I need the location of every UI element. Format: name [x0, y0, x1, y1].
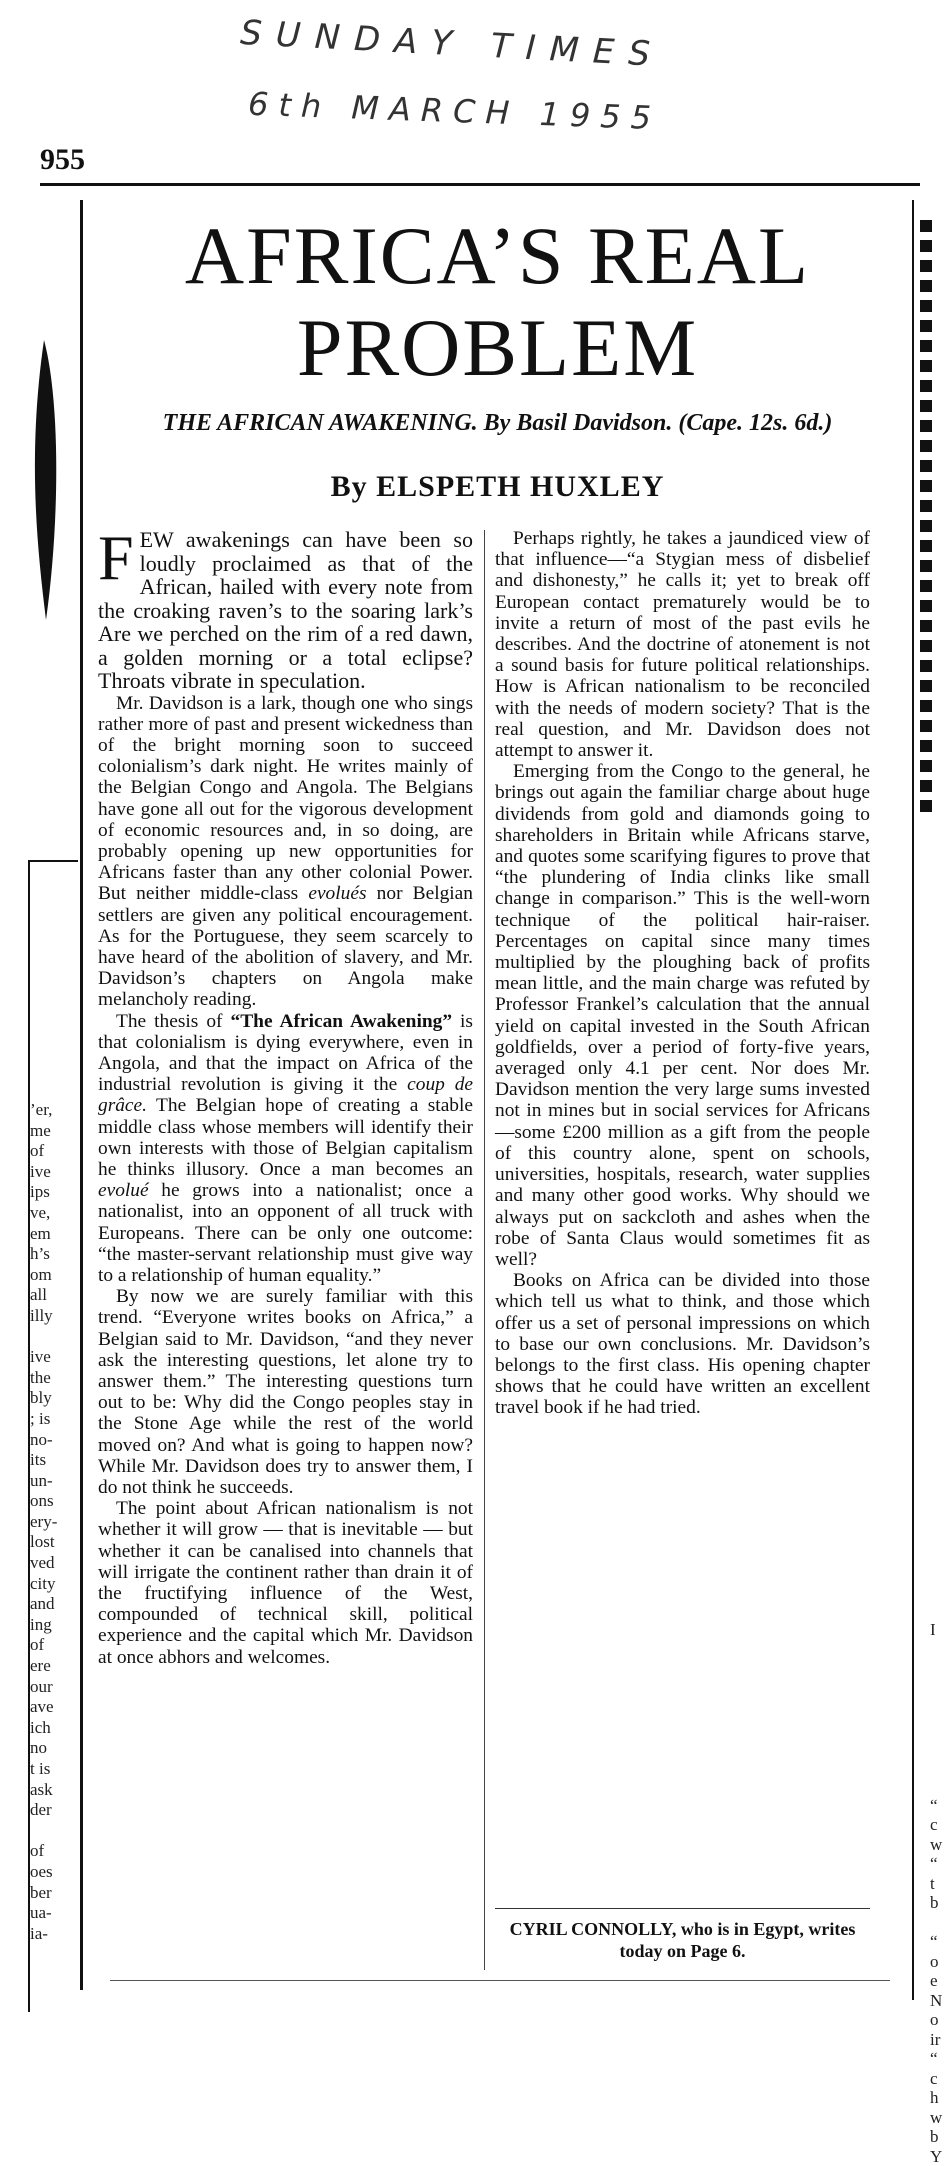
left-fragment: ich — [30, 1718, 80, 1739]
left-fragment: ved — [30, 1553, 80, 1574]
left-fragment: ua- — [30, 1903, 80, 1924]
left-fragment: un- — [30, 1471, 80, 1492]
headline — [90, 210, 905, 394]
page-number: 955 — [40, 143, 85, 177]
paragraph-2-italic: evolués — [308, 883, 366, 904]
lead-text: EW awakenings can have been so loudly proclaimed as that of the African, hailed with every note from the croaking raven’s to the soaring lark’s Are we perched on the rim of a red dawn, a golden morning or a total eclipse? Throats vibrate in speculation. — [98, 527, 473, 693]
left-fragment — [30, 1327, 80, 1348]
drop-cap: F — [98, 532, 134, 584]
margin-bullet — [920, 540, 932, 552]
paragraph-8: Books on Africa can be divided into those which tell us what to think, and those which offer us a set of personal impressions on which to base our own conclusions. Mr. Davidson’s belongs to the first class. His opening chapter shows that he could have written an excellent travel book if he had tried. — [495, 1270, 870, 1418]
left-fragment: illy — [30, 1306, 80, 1327]
paragraph-5: The point about African nationalism is not whether it will grow — that is inevitable — but whether it can be canalised into channels that will irrigate the continent rather than drain it of the fructifying influence of the West, compounded of technical skill, political experience and the capital which Mr. Davidson at once abhors and welcomes. — [98, 1498, 473, 1668]
left-fragment: ve, — [30, 1203, 80, 1224]
right-fragment — [930, 1757, 944, 1777]
right-fragment: o — [930, 1952, 944, 1972]
handwritten-publication: SUNDAY TIMES — [239, 13, 665, 75]
paragraph-3-italic-2: evolué — [98, 1180, 149, 1201]
left-fragment: t is — [30, 1759, 80, 1780]
right-fragment — [930, 1640, 944, 1660]
margin-bullet — [920, 320, 932, 332]
margin-bullet — [920, 700, 932, 712]
margin-bullet — [920, 760, 932, 772]
left-fragment: its — [30, 1450, 80, 1471]
right-fragment: w — [930, 2108, 944, 2128]
right-fragment: ir — [930, 2030, 944, 2050]
left-fragment: of — [30, 1141, 80, 1162]
right-fragment: b — [930, 1893, 944, 1913]
editor-note: CYRIL CONNOLLY, who is in Egypt, writes today on Page 6. — [495, 1918, 870, 1962]
right-fragment: “ — [930, 1854, 944, 1874]
margin-bullet — [920, 280, 932, 292]
top-rule — [40, 183, 920, 186]
paragraph-7: Emerging from the Congo to the general, he brings out again the familiar charge about huge dividends from gold and diamonds going to shareholders in Britain while Africans starve, and quotes some scarifying figures to prove that “the plundering of India clinks like small change in comparison.” This is the well-worn technique of the political hair-raiser. Percentages on capital since many times multiplied by the ploughing back of profits mean little, and the main charge was refuted by Professor Frankel’s calculation that the annual yield on capital invested in the South African goldfields, over a period of forty-five years, averaged only 4.1 per cent. Nor does Mr. Davidson mention the very large sums invested not in mines but in social services for Africans—some £200 million as a gift from the people of this country alone, spent on schools, universities, hospitals, research, water supplies and many other good works. Why should we always put on sackcloth and ashes when the robe of Santa Claus would sometimes fit as well? — [495, 761, 870, 1270]
right-fragment: t — [930, 1874, 944, 1894]
margin-bullet — [920, 400, 932, 412]
left-fragment: the — [30, 1368, 80, 1389]
left-fragment: ia- — [30, 1924, 80, 1945]
right-fragment — [930, 1737, 944, 1757]
byline: By ELSPETH HUXLEY — [90, 470, 905, 504]
right-fragment — [930, 1659, 944, 1679]
left-fragment: ive — [30, 1347, 80, 1368]
left-fragment: om — [30, 1265, 80, 1286]
right-fragment: I — [930, 1620, 944, 1640]
right-fragment: h — [930, 2088, 944, 2108]
left-fragment: ons — [30, 1491, 80, 1512]
left-fragment: der — [30, 1800, 80, 1821]
right-fragment — [930, 1913, 944, 1933]
right-fragment: N — [930, 1991, 944, 2011]
headline-line-2: PROBLEM — [297, 302, 698, 393]
headline-line-1: AFRICA’S REAL — [185, 210, 810, 301]
article-column-2 — [495, 528, 870, 1419]
left-fragment — [30, 1821, 80, 1842]
margin-bullet — [920, 720, 932, 732]
margin-bullet — [920, 340, 932, 352]
left-fragment: of — [30, 1635, 80, 1656]
margin-bullet — [920, 780, 932, 792]
left-fragment: oes — [30, 1862, 80, 1883]
right-fragment: c — [930, 2069, 944, 2089]
left-fragment: ; is — [30, 1409, 80, 1430]
right-fragment: o — [930, 2010, 944, 2030]
left-fragment: ave — [30, 1697, 80, 1718]
paragraph-2-text: Mr. Davidson is a lark, though one who sings rather more of past and present wickedness than of the bright morning soon to succeed colonialism’s dark night. He writes mainly of the Belgian Congo and Angola. The Belgians have gone all out for the vigorous development of economic resources and, in so doing, are probably opening up new opportunities for Africans faster than any other colonial Power. But neither middle-class — [98, 693, 473, 905]
margin-bullet — [920, 660, 932, 672]
left-fragment: no- — [30, 1430, 80, 1451]
left-fragment: ive — [30, 1162, 80, 1183]
right-fragment: “ — [930, 1796, 944, 1816]
left-fragment: city — [30, 1574, 80, 1595]
right-fragment — [930, 1718, 944, 1738]
right-fragment: b — [930, 2127, 944, 2147]
handwritten-note — [180, 18, 780, 138]
right-fragment: c — [930, 1815, 944, 1835]
paragraph-3 — [98, 1011, 473, 1287]
margin-bullet — [920, 740, 932, 752]
margin-bullet — [920, 240, 932, 252]
left-fragment: all — [30, 1285, 80, 1306]
left-fragment: lost — [30, 1532, 80, 1553]
paragraph-3-c: The Belgian hope of creating a stable middle class whose members will identify their own interests with those of Belgian capitalism he thinks illusory. Once a man becomes an — [98, 1095, 473, 1180]
paragraph-3-d: he grows into a nationalist; once a nationalist, into an opponent of all truck with Europeans. There can be only one outcome: “the master-servant relationship must give way to a relationship of human equality.” — [98, 1180, 473, 1286]
paragraph-3-italic: coup de grâce. — [98, 1074, 473, 1116]
left-fragment: ask — [30, 1780, 80, 1801]
margin-bullet — [920, 500, 932, 512]
left-fragment: ’er, — [30, 1100, 80, 1121]
right-column-fragments — [930, 1620, 944, 2166]
left-fragment: me — [30, 1121, 80, 1142]
margin-bullet — [920, 580, 932, 592]
left-fragment: ber — [30, 1883, 80, 1904]
right-margin-bullets — [920, 220, 936, 820]
paragraph-3-a: The thesis of — [116, 1011, 223, 1032]
right-fragment — [930, 1776, 944, 1796]
left-fragment: h’s — [30, 1244, 80, 1265]
lead-paragraph — [98, 528, 473, 693]
book-review-line: THE AFRICAN AWAKENING. By Basil Davidson. (Cape. 12s. 6d.) — [90, 408, 905, 438]
paragraph-3-bold: “The African Awakening” — [231, 1011, 452, 1032]
left-fragment: bly — [30, 1388, 80, 1409]
note-rule — [495, 1908, 870, 1909]
left-fragment: of — [30, 1841, 80, 1862]
left-column-rule — [80, 200, 83, 1990]
margin-bullet — [920, 440, 932, 452]
left-fragment: em — [30, 1224, 80, 1245]
left-fragment: ery- — [30, 1512, 80, 1533]
margin-bullet — [920, 800, 932, 812]
paragraph-6: Perhaps rightly, he takes a jaundiced view of that influence—“a Stygian mess of disbelief and dishonesty,” he calls it; yet to break off European contact prematurely would be to invite a return of most of the past evils he describes. And the doctrine of atonement is not a sound basis for future political relationships. How is African nationalism to be reconciled with the needs of modern society? That is the real question, and Mr. Davidson does not attempt to answer it. — [495, 528, 870, 761]
margin-bullet — [920, 420, 932, 432]
margin-bullet — [920, 480, 932, 492]
right-fragment — [930, 1679, 944, 1699]
margin-bullet — [920, 220, 932, 232]
right-column-rule — [912, 200, 914, 2000]
right-fragment: “ — [930, 2049, 944, 2069]
margin-bullet — [920, 360, 932, 372]
bottom-rule — [110, 1980, 890, 1981]
left-column-fragments — [30, 1100, 80, 1944]
paragraph-3-b: is that colonialism is dying everywhere, even in Angola, and that the impact on Africa of the industrial revolution is giving it the — [98, 1011, 473, 1096]
right-fragment: Y — [930, 2147, 944, 2166]
handwritten-date: 6th MARCH 1955 — [247, 85, 661, 137]
right-fragment: w — [930, 1835, 944, 1855]
margin-bullet — [920, 380, 932, 392]
right-fragment: “ — [930, 1932, 944, 1952]
margin-bullet — [920, 620, 932, 632]
left-fragment: no — [30, 1738, 80, 1759]
feather-illustration — [26, 340, 62, 620]
article-column-1 — [98, 528, 473, 1668]
margin-bullet — [920, 460, 932, 472]
right-fragment: e — [930, 1971, 944, 1991]
margin-bullet — [920, 600, 932, 612]
column-divider — [484, 530, 485, 1970]
left-fragment: ips — [30, 1182, 80, 1203]
margin-bullet — [920, 680, 932, 692]
margin-bullet — [920, 560, 932, 572]
margin-bullet — [920, 520, 932, 532]
margin-bullet — [920, 260, 932, 272]
right-fragment — [930, 1698, 944, 1718]
left-fragment: ing — [30, 1615, 80, 1636]
margin-bullet — [920, 640, 932, 652]
paragraph-2-rest: nor Belgian settlers are given any political encouragement. As for the Portuguese, they seem scarcely to have heard of the abolition of slavery, and Mr. Davidson’s chapters on Angola make melancholy reading. — [98, 883, 473, 1010]
left-fragment: ere — [30, 1656, 80, 1677]
paragraph-4: By now we are surely familiar with this trend. “Everyone writes books on Africa,” a Belgian said to Mr. Davidson, “and they never ask the interesting questions, let alone try to answer them.” The interesting questions turn out to be: Why did the Congo peoples stay in the Stone Age while the rest of the world moved on? And what is going to happen now? While Mr. Davidson does try to answer them, I do not think he succeeds. — [98, 1286, 473, 1498]
left-fragment: our — [30, 1677, 80, 1698]
left-fragment: and — [30, 1594, 80, 1615]
paragraph-2 — [98, 693, 473, 1011]
margin-bullet — [920, 300, 932, 312]
